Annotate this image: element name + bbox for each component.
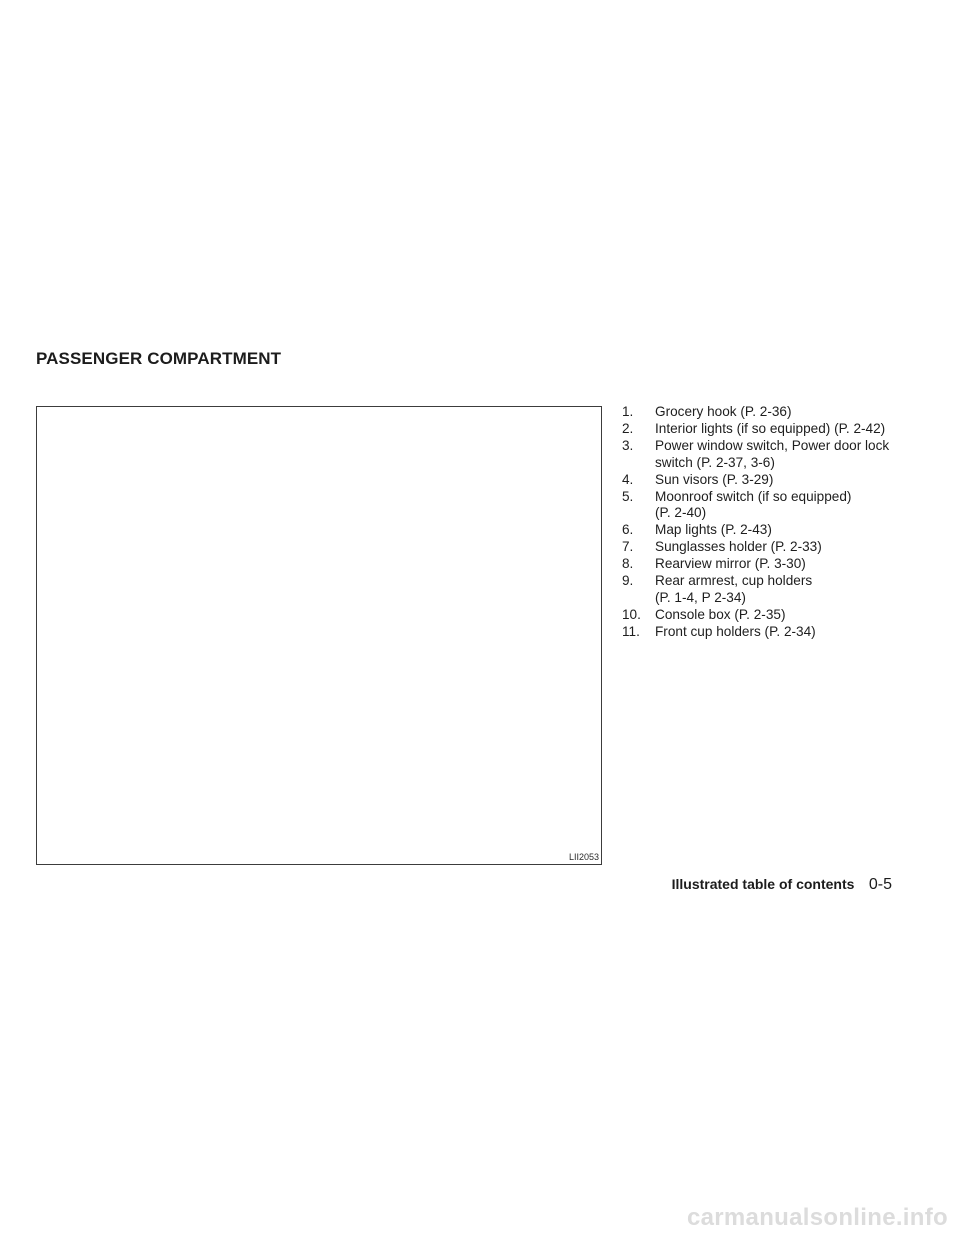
legend-item-line: Grocery hook (P. 2-36) [655, 404, 792, 419]
legend-item [622, 472, 932, 489]
legend-item-number: 2. [622, 420, 634, 436]
legend-item [622, 522, 932, 539]
footer-section-title: Illustrated table of contents [671, 876, 855, 892]
legend-item-number: 4. [622, 471, 634, 487]
legend-item-line: Front cup holders (P. 2-34) [655, 623, 816, 639]
legend-item-text [655, 607, 785, 624]
legend-item-number: 8. [622, 556, 634, 572]
legend-item-number: 6. [622, 522, 634, 538]
legend-item-line: Power window switch, Power door lock [655, 437, 890, 453]
legend-item-line: Moonroof switch (if so equipped) [655, 488, 852, 504]
page-footer [672, 876, 892, 894]
page-number: 0-5 [868, 876, 892, 893]
section-heading: PASSENGER COMPARTMENT [36, 349, 282, 368]
legend-item-text [655, 472, 773, 489]
legend-item-line: Rearview mirror (P. 3-30) [655, 556, 806, 572]
legend-item-number: 3. [622, 437, 634, 453]
watermark-text: carmanualsonline.info [686, 1204, 948, 1231]
legend-item [622, 624, 932, 641]
legend-item [622, 438, 932, 472]
legend-item [622, 489, 932, 523]
figure-id-label: LII2053 [568, 852, 599, 862]
legend-item [622, 607, 932, 624]
legend-list [622, 404, 932, 641]
legend-item-line: switch (P. 2-37, 3-6) [655, 454, 775, 470]
legend-item-line: (P. 1-4, P 2-34) [655, 589, 746, 605]
legend-item [622, 539, 932, 556]
legend-item-text [655, 556, 806, 573]
legend-item-number: 1. [622, 404, 634, 419]
legend-item-text [655, 404, 792, 421]
legend-item-text [655, 624, 816, 641]
legend-item-number: 5. [622, 488, 634, 504]
legend-item-number: 11. [622, 623, 640, 639]
legend-item-line: (P. 2-40) [655, 505, 707, 521]
legend-item-line: Rear armrest, cup holders [655, 573, 813, 589]
legend-item [622, 404, 932, 421]
legend-item-text [655, 573, 812, 607]
legend-item-text [655, 421, 885, 438]
legend-item-number: 7. [622, 539, 634, 555]
legend-item-text [655, 489, 851, 523]
legend-item-number: 10. [622, 606, 641, 622]
legend-item [622, 421, 932, 438]
legend-item-text [655, 438, 889, 472]
legend-item-line: Interior lights (if so equipped) (P. 2-42) [655, 420, 886, 436]
figure-illustration [36, 406, 602, 865]
legend-item-line: Console box (P. 2-35) [655, 606, 786, 622]
legend-item-text [655, 522, 772, 539]
legend-item [622, 573, 932, 607]
legend-item-line: Map lights (P. 2-43) [655, 522, 772, 538]
legend-item-line: Sunglasses holder (P. 2-33) [655, 539, 822, 555]
legend-item-text [655, 539, 822, 556]
legend-item-number: 9. [622, 573, 634, 589]
legend-item [622, 556, 932, 573]
legend-item-line: Sun visors (P. 3-29) [655, 471, 774, 487]
